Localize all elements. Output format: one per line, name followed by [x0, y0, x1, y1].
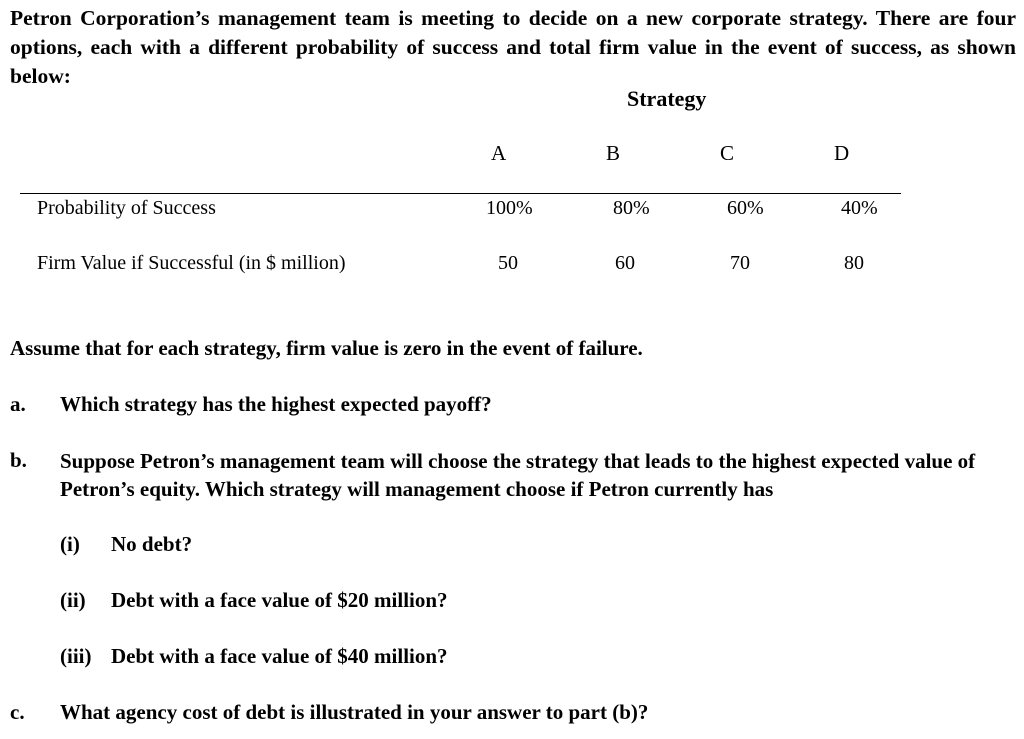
- column-header-b: B: [606, 141, 621, 165]
- subpart-i-marker: (i): [60, 532, 80, 556]
- subpart-ii-marker: (ii): [60, 588, 86, 612]
- question-b-text: Suppose Petron’s management team will choose the strategy that leads to the highest expected value of Petron’s equity. Which strategy will management choose if Petron currently has: [60, 449, 976, 501]
- table-cell: 70: [730, 252, 750, 274]
- assumption-text: Assume that for each strategy, firm value is zero in the event of failure.: [10, 336, 643, 360]
- row-label-firm-value: Firm Value if Successful (in $ million): [37, 252, 346, 274]
- table-cell: 80: [844, 252, 864, 274]
- column-header-c: C: [720, 141, 735, 165]
- table-heading: Strategy: [627, 86, 707, 111]
- column-header-a: A: [491, 141, 507, 165]
- question-c-text: What agency cost of debt is illustrated in your answer to part (b)?: [60, 700, 649, 724]
- column-header-d: D: [834, 141, 850, 165]
- table-cell: 60%: [727, 197, 764, 219]
- table-cell: 50: [498, 252, 518, 274]
- question-b-marker: b.: [10, 448, 27, 472]
- subpart-ii-text: Debt with a face value of $20 million?: [111, 588, 448, 612]
- table-cell: 40%: [841, 197, 878, 219]
- subpart-iii-marker: (iii): [60, 644, 92, 668]
- row-label-probability: Probability of Success: [37, 197, 216, 219]
- question-c-marker: c.: [10, 700, 25, 724]
- problem-intro: Petron Corporation’s management team is meeting to decide on a new corporate strategy. There are four options, each with a different probability of success and total firm value in the event of success, as shown below:: [10, 6, 1016, 88]
- table-cell: 60: [615, 252, 635, 274]
- subpart-i-text: No debt?: [111, 532, 193, 556]
- subpart-iii-text: Debt with a face value of $40 million?: [111, 644, 448, 668]
- table-cell: 80%: [613, 197, 650, 219]
- table-rule: [20, 193, 901, 194]
- question-a-marker: a.: [10, 392, 26, 416]
- table-cell: 100%: [486, 197, 533, 219]
- question-a-text: Which strategy has the highest expected payoff?: [60, 392, 492, 416]
